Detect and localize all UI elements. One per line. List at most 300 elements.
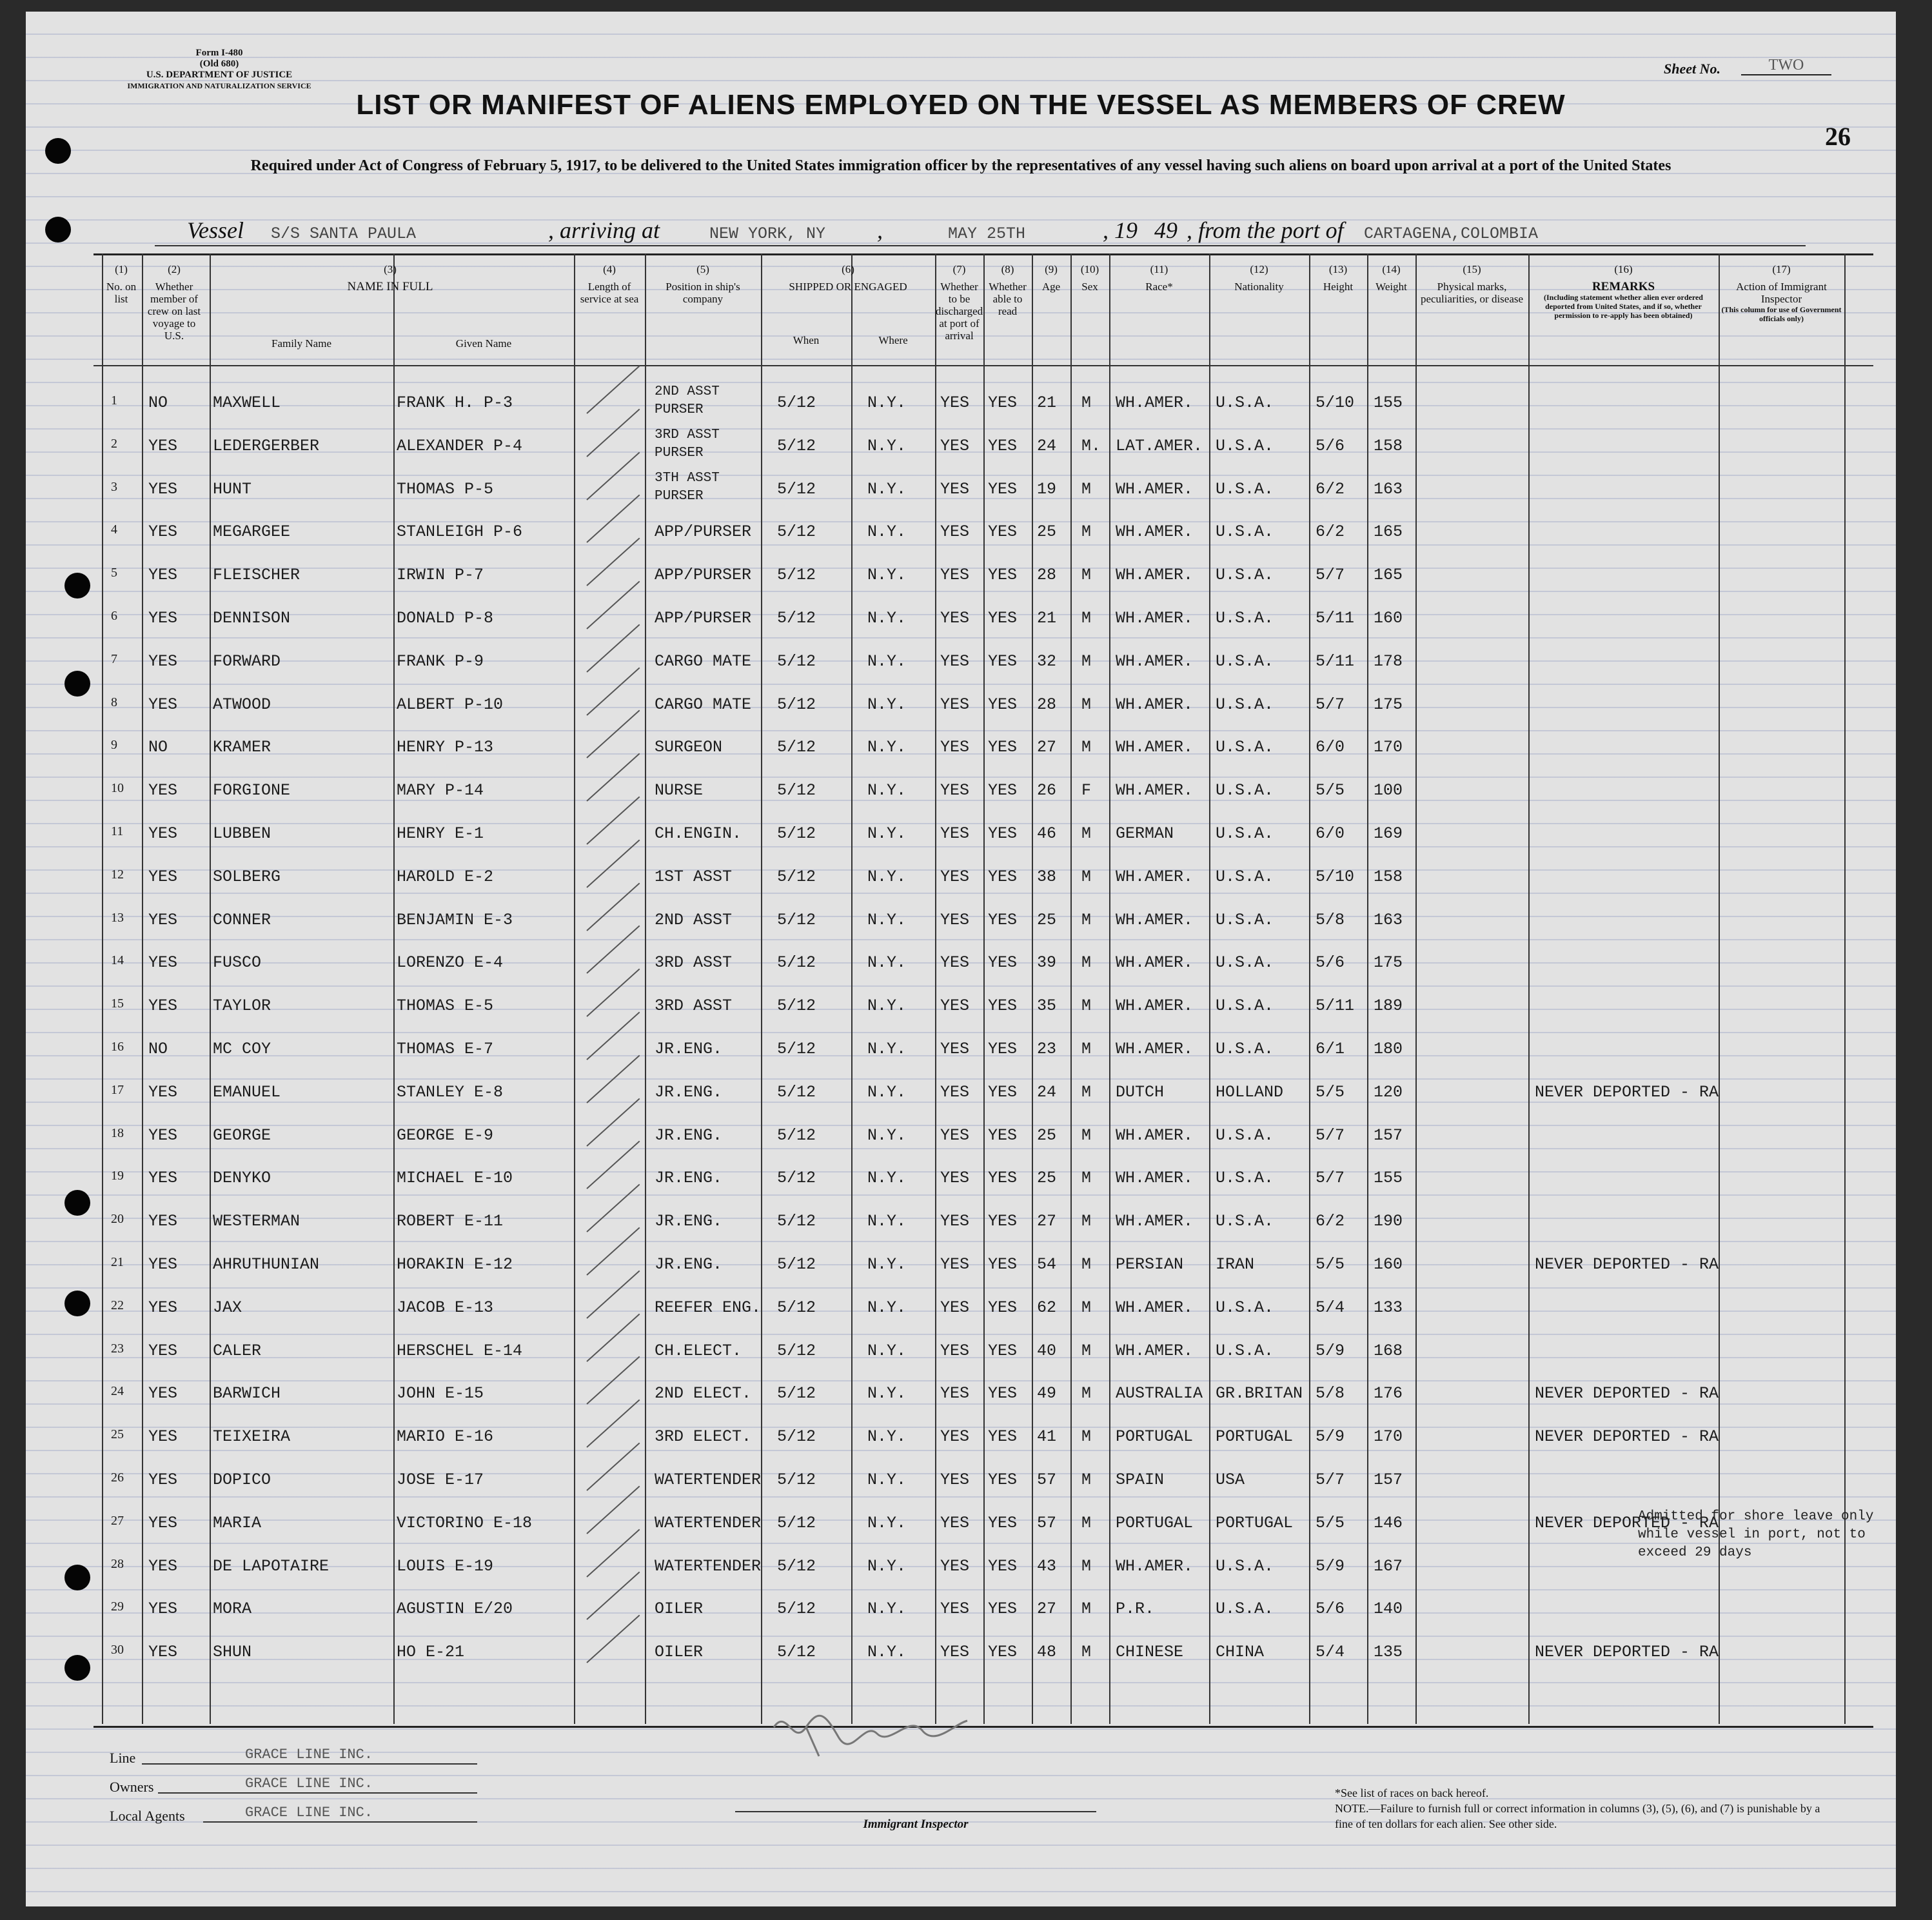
position: OILER: [655, 1599, 704, 1619]
sex: M: [1081, 867, 1092, 886]
race: WH.AMER.: [1116, 479, 1194, 499]
sex: M: [1081, 738, 1092, 757]
col-label: Age: [1041, 281, 1061, 293]
family-name: DENYKO: [213, 1169, 271, 1188]
shipped-where: N.Y.: [867, 910, 907, 929]
col-num: (9): [1045, 263, 1058, 275]
able-to-read: YES: [988, 695, 1018, 714]
row-number: 14: [111, 953, 124, 968]
family-name: EMANUEL: [213, 1082, 281, 1102]
family-name: CONNER: [213, 910, 271, 929]
nationality: U.S.A.: [1216, 1599, 1274, 1619]
nationality: PORTUGAL: [1216, 1427, 1294, 1447]
position: JR.ENG.: [655, 1082, 723, 1102]
to-be-discharged: YES: [940, 1082, 970, 1102]
given-name: LORENZO E-4: [397, 953, 504, 973]
sex: M: [1081, 996, 1092, 1016]
crew-last-voyage: YES: [148, 953, 178, 973]
nationality: U.S.A.: [1216, 436, 1274, 455]
family-name: FORGIONE: [213, 781, 291, 800]
race: WH.AMER.: [1116, 867, 1194, 886]
shipped-where: N.Y.: [867, 1082, 907, 1102]
nationality: U.S.A.: [1216, 738, 1274, 757]
row-number: 29: [111, 1599, 124, 1614]
row-number: 6: [111, 609, 117, 623]
col-label: Sex: [1081, 281, 1098, 293]
family-name: ATWOOD: [213, 695, 271, 714]
to-be-discharged: YES: [940, 1255, 970, 1274]
sex: M: [1081, 1384, 1092, 1403]
able-to-read: YES: [988, 1599, 1018, 1619]
age: 27: [1037, 738, 1057, 757]
able-to-read: YES: [988, 781, 1018, 800]
to-be-discharged: YES: [940, 824, 970, 843]
position: CH.ELECT.: [655, 1341, 742, 1360]
nationality: CHINA: [1216, 1643, 1265, 1662]
weight: 178: [1374, 651, 1403, 671]
able-to-read: YES: [988, 953, 1018, 973]
shipped-where: N.Y.: [867, 651, 907, 671]
column-rule: [645, 253, 646, 1724]
crew-last-voyage: YES: [148, 1255, 178, 1274]
family-name: TEIXEIRA: [213, 1427, 291, 1447]
row-number: 18: [111, 1125, 124, 1140]
to-be-discharged: YES: [940, 738, 970, 757]
able-to-read: YES: [988, 1169, 1018, 1188]
shipped-where: N.Y.: [867, 566, 907, 585]
col-label: No. on list: [106, 281, 137, 305]
from-label: , from the port of: [1187, 217, 1344, 243]
nationality: U.S.A.: [1216, 1212, 1274, 1231]
position: WATERTENDER: [655, 1470, 762, 1489]
height: 5/10: [1316, 867, 1355, 886]
shipped-when: 5/12: [777, 738, 816, 757]
col-num: (5): [696, 263, 709, 275]
to-be-discharged: YES: [940, 1341, 970, 1360]
weight: 190: [1374, 1212, 1403, 1231]
race: WH.AMER.: [1116, 695, 1194, 714]
height: 6/1: [1316, 1040, 1345, 1058]
nationality: PORTUGAL: [1216, 1513, 1294, 1532]
race: WH.AMER.: [1116, 738, 1194, 757]
able-to-read: YES: [988, 479, 1018, 499]
age: 49: [1037, 1384, 1057, 1403]
race: WH.AMER.: [1116, 1040, 1194, 1058]
race: WH.AMER.: [1116, 1298, 1194, 1317]
col-label: Physical marks, peculiarities, or disease: [1420, 281, 1524, 305]
col-header-15: [1415, 263, 1528, 305]
nationality: U.S.A.: [1216, 1125, 1274, 1145]
height: 6/2: [1316, 1212, 1345, 1231]
age: 40: [1037, 1341, 1057, 1360]
shipped-where: N.Y.: [867, 1040, 907, 1058]
form-id-block: [90, 48, 348, 92]
col-label: Height: [1323, 281, 1354, 293]
shipped-when: 5/12: [777, 1384, 816, 1403]
able-to-read: YES: [988, 436, 1018, 455]
height: 5/8: [1316, 910, 1345, 929]
row-number: 22: [111, 1298, 124, 1312]
age: 39: [1037, 953, 1057, 973]
weight: 163: [1374, 479, 1403, 499]
age: 24: [1037, 436, 1057, 455]
shipped-where: N.Y.: [867, 1470, 907, 1489]
crew-last-voyage: YES: [148, 1212, 178, 1231]
able-to-read: YES: [988, 609, 1018, 628]
agents-value: GRACE LINE INC.: [245, 1805, 373, 1821]
crew-last-voyage: YES: [148, 1125, 178, 1145]
height: 5/10: [1316, 393, 1355, 412]
to-be-discharged: YES: [940, 1556, 970, 1576]
vessel-name: S/S SANTA PAULA: [271, 224, 417, 243]
age: 38: [1037, 867, 1057, 886]
punch-hole: [64, 573, 90, 599]
nationality: U.S.A.: [1216, 651, 1274, 671]
height: 5/7: [1316, 1169, 1345, 1188]
position: 2ND ASST PURSER: [655, 384, 720, 417]
able-to-read: YES: [988, 651, 1018, 671]
position: JR.ENG.: [655, 1040, 723, 1058]
col-label: Race*: [1145, 281, 1173, 293]
penalty-note: NOTE.—Failure to furnish full or correct information in columns (3), (5), (6), and (7) is punishable by a fine of ten dollars for each alien. See other side.: [1335, 1802, 1820, 1830]
given-name: ALBERT P-10: [397, 695, 504, 714]
crew-last-voyage: YES: [148, 479, 178, 499]
height: 5/11: [1316, 609, 1355, 628]
form-old-number: (Old 680): [199, 59, 239, 69]
race: WH.AMER.: [1116, 393, 1194, 412]
row-number: 21: [111, 1255, 124, 1269]
column-rule: [1719, 253, 1720, 1724]
shipped-when: 5/12: [777, 1125, 816, 1145]
line-label: Line: [110, 1750, 136, 1766]
given-name: FRANK P-9: [397, 651, 484, 671]
col-sub-family: Family Name: [271, 337, 331, 350]
agents-rule: [203, 1821, 477, 1823]
crew-last-voyage: YES: [148, 867, 178, 886]
able-to-read: YES: [988, 1384, 1018, 1403]
race: WH.AMER.: [1116, 781, 1194, 800]
row-number: 17: [111, 1082, 124, 1097]
race: WH.AMER.: [1116, 522, 1194, 542]
to-be-discharged: YES: [940, 1298, 970, 1317]
row-number: 16: [111, 1040, 124, 1054]
position: JR.ENG.: [655, 1212, 723, 1231]
age: 25: [1037, 1125, 1057, 1145]
family-name: GEORGE: [213, 1125, 271, 1145]
given-name: MARIO E-16: [397, 1427, 494, 1447]
column-rule: [935, 253, 936, 1724]
crew-last-voyage: YES: [148, 1470, 178, 1489]
weight: 170: [1374, 1427, 1403, 1447]
shipped-when: 5/12: [777, 1427, 816, 1447]
family-name: DENNISON: [213, 609, 291, 628]
weight: 163: [1374, 910, 1403, 929]
height: 5/4: [1316, 1298, 1345, 1317]
weight: 168: [1374, 1341, 1403, 1360]
crew-last-voyage: YES: [148, 1169, 178, 1188]
crew-last-voyage: NO: [148, 738, 168, 757]
able-to-read: YES: [988, 867, 1018, 886]
row-number: 13: [111, 910, 124, 925]
row-number: 25: [111, 1427, 124, 1442]
departure-port: CARTAGENA,COLOMBIA: [1364, 224, 1539, 243]
shipped-when: 5/12: [777, 1643, 816, 1662]
given-name: JACOB E-13: [397, 1298, 494, 1317]
family-name: HUNT: [213, 479, 252, 499]
row-number: 2: [111, 436, 117, 451]
sex: M: [1081, 651, 1092, 671]
nationality: HOLLAND: [1216, 1082, 1284, 1102]
to-be-discharged: YES: [940, 609, 970, 628]
row-number: 9: [111, 738, 117, 753]
to-be-discharged: YES: [940, 695, 970, 714]
shipped-where: N.Y.: [867, 1384, 907, 1403]
to-be-discharged: YES: [940, 651, 970, 671]
col-num: (17): [1772, 263, 1791, 275]
to-be-discharged: YES: [940, 1384, 970, 1403]
able-to-read: YES: [988, 1341, 1018, 1360]
sex: M: [1081, 479, 1092, 499]
nationality: U.S.A.: [1216, 824, 1274, 843]
sex: M: [1081, 1169, 1092, 1188]
agents-label: Local Agents: [110, 1808, 185, 1824]
column-rule: [1070, 253, 1072, 1724]
to-be-discharged: YES: [940, 1513, 970, 1532]
weight: 120: [1374, 1082, 1403, 1102]
nationality: U.S.A.: [1216, 1040, 1274, 1058]
to-be-discharged: YES: [940, 781, 970, 800]
position: APP/PURSER: [655, 566, 752, 585]
given-name: THOMAS E-7: [397, 1040, 494, 1058]
position: WATERTENDER: [655, 1513, 762, 1532]
weight: 100: [1374, 781, 1403, 800]
height: 6/2: [1316, 522, 1345, 542]
race: WH.AMER.: [1116, 566, 1194, 585]
position: 2ND ELECT.: [655, 1384, 752, 1403]
family-name: FORWARD: [213, 651, 281, 671]
given-name: IRWIN P-7: [397, 566, 484, 585]
family-name: LEDERGERBER: [213, 436, 320, 455]
age: 26: [1037, 781, 1057, 800]
shipped-when: 5/12: [777, 867, 816, 886]
shipped-when: 5/12: [777, 522, 816, 542]
row-number: 20: [111, 1212, 124, 1227]
crew-last-voyage: YES: [148, 651, 178, 671]
col-header-3: [210, 263, 571, 293]
height: 5/7: [1316, 1125, 1345, 1145]
weight: 165: [1374, 566, 1403, 585]
row-number: 12: [111, 867, 124, 882]
shipped-where: N.Y.: [867, 609, 907, 628]
row-number: 15: [111, 996, 124, 1011]
nationality: U.S.A.: [1216, 393, 1274, 412]
shipped-where: N.Y.: [867, 824, 907, 843]
form-number: Form I-480: [195, 48, 243, 58]
able-to-read: YES: [988, 1255, 1018, 1274]
shipped-where: N.Y.: [867, 1341, 907, 1360]
col-header-8: [983, 263, 1032, 317]
given-name: ALEXANDER P-4: [397, 436, 523, 455]
crew-last-voyage: YES: [148, 436, 178, 455]
crew-last-voyage: YES: [148, 1556, 178, 1576]
family-name: FLEISCHER: [213, 566, 301, 585]
age: 25: [1037, 522, 1057, 542]
weight: 175: [1374, 695, 1403, 714]
vessel-label: Vessel: [187, 217, 244, 243]
race: LAT.AMER.: [1116, 436, 1203, 455]
race: P.R.: [1116, 1599, 1155, 1619]
able-to-read: YES: [988, 566, 1018, 585]
col-header-13: [1309, 263, 1367, 293]
col-header-14: [1367, 263, 1415, 293]
given-name: DONALD P-8: [397, 609, 494, 628]
race: GERMAN: [1116, 824, 1174, 843]
race: SPAIN: [1116, 1470, 1165, 1489]
shipped-where: N.Y.: [867, 867, 907, 886]
vessel-line: [155, 217, 1831, 249]
able-to-read: YES: [988, 824, 1018, 843]
row-number: 7: [111, 651, 117, 666]
crew-last-voyage: YES: [148, 1513, 178, 1532]
shipped-where: N.Y.: [867, 953, 907, 973]
arrival-date: MAY 25TH: [948, 224, 1026, 243]
col-num: (10): [1080, 263, 1099, 275]
col-label: Whether able to read: [989, 281, 1027, 317]
col-label: SHIPPED OR ENGAGED: [789, 281, 907, 293]
col-label: Whether to be discharged at port of arrival: [935, 281, 983, 342]
shipped-where: N.Y.: [867, 1255, 907, 1274]
able-to-read: YES: [988, 1298, 1018, 1317]
given-name: MICHAEL E-10: [397, 1169, 513, 1188]
shipped-when: 5/12: [777, 695, 816, 714]
col-header-10: [1070, 263, 1109, 293]
remarks: NEVER DEPORTED - RA: [1535, 1384, 1719, 1403]
position: APP/PURSER: [655, 522, 752, 542]
shipped-where: N.Y.: [867, 1556, 907, 1576]
shipped-when: 5/12: [777, 1298, 816, 1317]
col-num: (2): [168, 263, 181, 275]
nationality: U.S.A.: [1216, 953, 1274, 973]
weight: 155: [1374, 1169, 1403, 1188]
nationality: U.S.A.: [1216, 1169, 1274, 1188]
owners-value: GRACE LINE INC.: [245, 1776, 373, 1792]
able-to-read: YES: [988, 1082, 1018, 1102]
position: 1ST ASST: [655, 867, 733, 886]
crew-last-voyage: NO: [148, 393, 168, 412]
col-num: (4): [603, 263, 616, 275]
able-to-read: YES: [988, 393, 1018, 412]
given-name: BENJAMIN E-3: [397, 910, 513, 929]
weight: 176: [1374, 1384, 1403, 1403]
sex: M: [1081, 1427, 1092, 1447]
family-name: MORA: [213, 1599, 252, 1619]
crew-last-voyage: YES: [148, 824, 178, 843]
shipped-where: N.Y.: [867, 695, 907, 714]
arrival-port: NEW YORK, NY: [709, 224, 826, 243]
given-name: HORAKIN E-12: [397, 1255, 513, 1274]
nationality: U.S.A.: [1216, 522, 1274, 542]
shipped-when: 5/12: [777, 651, 816, 671]
height: 6/0: [1316, 738, 1345, 757]
nationality: U.S.A.: [1216, 781, 1274, 800]
column-rule: [142, 253, 143, 1724]
col-num: (14): [1382, 263, 1401, 275]
age: 57: [1037, 1513, 1057, 1532]
races-note: *See list of races on back hereof.: [1335, 1786, 1489, 1799]
col-label: Position in ship's company: [665, 281, 740, 305]
able-to-read: YES: [988, 522, 1018, 542]
column-rule: [1309, 253, 1310, 1724]
height: 5/6: [1316, 1599, 1345, 1619]
remarks: NEVER DEPORTED - RA: [1535, 1643, 1719, 1662]
col-header-17: [1719, 263, 1844, 323]
sex: M: [1081, 1298, 1092, 1317]
sex: M: [1081, 695, 1092, 714]
age: 43: [1037, 1556, 1057, 1576]
position: CH.ENGIN.: [655, 824, 742, 843]
race: WH.AMER.: [1116, 651, 1194, 671]
race: WH.AMER.: [1116, 996, 1194, 1016]
page-number: 26: [1825, 122, 1851, 151]
weight: 157: [1374, 1125, 1403, 1145]
weight: 175: [1374, 953, 1403, 973]
given-name: JOHN E-15: [397, 1384, 484, 1403]
family-name: SOLBERG: [213, 867, 281, 886]
able-to-read: YES: [988, 996, 1018, 1016]
race: WH.AMER.: [1116, 1212, 1194, 1231]
nationality: U.S.A.: [1216, 609, 1274, 628]
to-be-discharged: YES: [940, 1470, 970, 1489]
shipped-when: 5/12: [777, 1341, 816, 1360]
age: 27: [1037, 1212, 1057, 1231]
col-header-7: [935, 263, 983, 342]
shipped-when: 5/12: [777, 566, 816, 585]
height: 5/9: [1316, 1556, 1345, 1576]
punch-hole: [45, 217, 71, 242]
shipped-where: N.Y.: [867, 1125, 907, 1145]
shipped-when: 5/12: [777, 1255, 816, 1274]
crew-last-voyage: YES: [148, 1599, 178, 1619]
col-num: (8): [1001, 263, 1014, 275]
height: 6/2: [1316, 479, 1345, 499]
owners-label: Owners: [110, 1779, 154, 1795]
col-num: (13): [1328, 263, 1348, 275]
manifest-page: [26, 12, 1896, 1906]
position: JR.ENG.: [655, 1125, 723, 1145]
crew-last-voyage: NO: [148, 1040, 168, 1058]
to-be-discharged: YES: [940, 393, 970, 412]
able-to-read: YES: [988, 738, 1018, 757]
shipped-when: 5/12: [777, 393, 816, 412]
row-number: 5: [111, 566, 117, 580]
sex: M: [1081, 824, 1092, 843]
race: PORTUGAL: [1116, 1513, 1194, 1532]
col-header-5: [645, 263, 761, 305]
col-label: REMARKS: [1592, 280, 1655, 293]
shipped-where: N.Y.: [867, 393, 907, 412]
row-number: 1: [111, 393, 117, 408]
age: 46: [1037, 824, 1057, 843]
column-rule: [1209, 253, 1210, 1724]
col-header-11: [1109, 263, 1209, 293]
punch-hole: [64, 1190, 90, 1216]
race: CHINESE: [1116, 1643, 1184, 1662]
to-be-discharged: YES: [940, 436, 970, 455]
position: SURGEON: [655, 738, 723, 757]
family-name: MC COY: [213, 1040, 271, 1058]
to-be-discharged: YES: [940, 1125, 970, 1145]
footer-notes: [1335, 1785, 1825, 1832]
